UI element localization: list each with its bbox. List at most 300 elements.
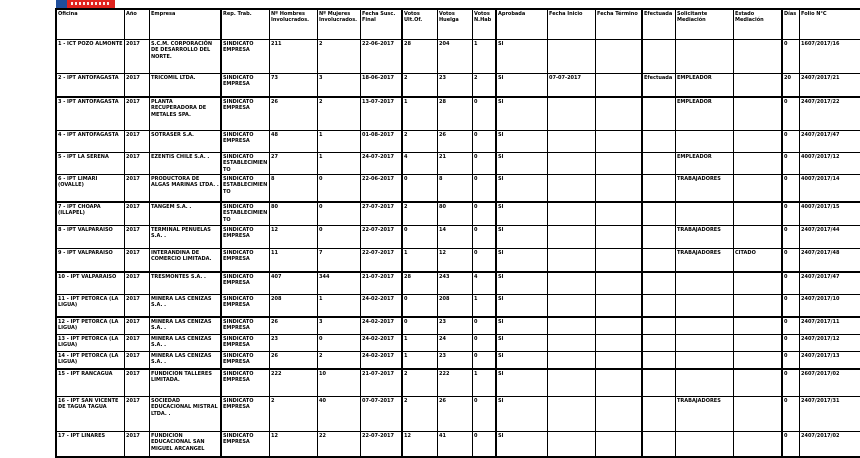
cell-fecha_inicio xyxy=(548,226,596,249)
cell-aprobada: SI xyxy=(496,295,548,318)
cell-oficina: 6 - IPT LIMARI (OVALLE) xyxy=(56,175,125,203)
cell-votos_ult: 1 xyxy=(402,335,438,352)
cell-hombres: 80 xyxy=(270,202,318,226)
cell-fecha_inicio: 07-07-2017 xyxy=(548,74,596,98)
cell-rep: SINDICATO EMPRESA xyxy=(221,335,270,352)
cell-ano: 2017 xyxy=(125,131,150,153)
column-header-empresa: Empresa xyxy=(150,9,222,40)
cell-aprobada: SI xyxy=(496,317,548,335)
cell-ano: 2017 xyxy=(125,202,150,226)
column-header-folio: Folio N°C xyxy=(800,9,860,40)
cell-empresa: TRICOMIL LTDA. xyxy=(150,74,222,98)
cell-mujeres: 2 xyxy=(318,40,361,74)
cell-aprobada: SI xyxy=(496,352,548,370)
cell-fecha_termino xyxy=(596,153,643,175)
cell-hombres: 48 xyxy=(270,131,318,153)
cell-oficina: 14 - IPT PETORCA (LA LIGUA) xyxy=(56,352,125,370)
cell-votos_ult: 2 xyxy=(402,202,438,226)
cell-efectuada xyxy=(642,352,676,370)
cell-votos_ult: 28 xyxy=(402,40,438,74)
column-header-hombres: Nº Hombres Involucrados. xyxy=(270,9,318,40)
cell-ano: 2017 xyxy=(125,335,150,352)
cell-votos_huelga: 204 xyxy=(438,40,473,74)
cell-dias: 0 xyxy=(782,317,800,335)
cell-empresa: S.C.M. CORPORACIÓN DE DESARROLLO DEL NORTE. xyxy=(150,40,222,74)
table-row xyxy=(56,432,860,458)
cell-ano: 2017 xyxy=(125,153,150,175)
cell-empresa: MINERA LAS CENIZAS S.A. . xyxy=(150,352,222,370)
cell-mujeres: 2 xyxy=(318,352,361,370)
cell-mujeres: 0 xyxy=(318,335,361,352)
cell-oficina: 1 - ICT POZO ALMONTE xyxy=(56,40,125,74)
cell-ano: 2017 xyxy=(125,432,150,458)
cell-fecha_inicio xyxy=(548,369,596,397)
cell-empresa: FUNDICION EDUCACIONAL SAN MIGUEL ARCANGEL xyxy=(150,432,222,458)
table-row xyxy=(56,369,860,397)
cell-fecha_termino xyxy=(596,432,643,458)
cell-fecha_inicio xyxy=(548,97,596,131)
cell-estado xyxy=(734,369,783,397)
cell-efectuada xyxy=(642,97,676,131)
cell-efectuada xyxy=(642,249,676,273)
logo-blue-square xyxy=(56,0,67,8)
cell-solicitante: EMPLEADOR xyxy=(676,153,734,175)
cell-oficina: 12 - IPT PETORCA (LA LIGUA) xyxy=(56,317,125,335)
column-header-votos_huelga: Votos Huelga xyxy=(438,9,473,40)
cell-votos_huelga: 41 xyxy=(438,432,473,458)
table-row xyxy=(56,397,860,432)
cell-efectuada xyxy=(642,432,676,458)
gobierno-de-chile-logo xyxy=(56,0,115,8)
cell-ano: 2017 xyxy=(125,97,150,131)
cell-fecha_termino xyxy=(596,74,643,98)
cell-mujeres: 7 xyxy=(318,249,361,273)
cell-fecha_susc: 18-06-2017 xyxy=(361,74,403,98)
cell-empresa: MINERA LAS CENIZAS S.A. . xyxy=(150,317,222,335)
cell-fecha_susc: 24-07-2017 xyxy=(361,153,403,175)
cell-oficina: 3 - IPT ANTOFAGASTA xyxy=(56,97,125,131)
cell-mujeres: 3 xyxy=(318,74,361,98)
cell-efectuada xyxy=(642,131,676,153)
cell-votos_nh: 0 xyxy=(473,202,497,226)
cell-mujeres: 0 xyxy=(318,202,361,226)
column-header-dias: Días xyxy=(782,9,800,40)
cell-fecha_inicio xyxy=(548,335,596,352)
cell-fecha_inicio xyxy=(548,202,596,226)
cell-fecha_termino xyxy=(596,40,643,74)
cell-aprobada: SI xyxy=(496,249,548,273)
cell-estado xyxy=(734,317,783,335)
cell-oficina: 8 - IPT VALPARAISO xyxy=(56,226,125,249)
cell-mujeres: 3 xyxy=(318,317,361,335)
cell-votos_ult: 2 xyxy=(402,74,438,98)
cell-oficina: 5 - IPT LA SERENA xyxy=(56,153,125,175)
cell-aprobada: SI xyxy=(496,369,548,397)
cell-estado xyxy=(734,272,783,295)
cell-estado xyxy=(734,335,783,352)
cell-rep: SINDICATO ESTABLECIMIENTO xyxy=(221,153,270,175)
column-header-ano: Año xyxy=(125,9,150,40)
cell-votos_ult: 28 xyxy=(402,272,438,295)
table-row xyxy=(56,226,860,249)
cell-aprobada: SI xyxy=(496,74,548,98)
cell-solicitante xyxy=(676,202,734,226)
cell-votos_ult: 12 xyxy=(402,432,438,458)
cell-folio: 2407/2017/21 xyxy=(800,74,860,98)
cell-empresa: PRODUCTORA DE ALGAS MARINAS LTDA. . xyxy=(150,175,222,203)
cell-efectuada xyxy=(642,153,676,175)
column-header-oficina: Oficina xyxy=(56,9,125,40)
cell-efectuada xyxy=(642,40,676,74)
cell-rep: SINDICATO ESTABLECIMIENTO xyxy=(221,202,270,226)
cell-empresa: INTERANDINA DE COMERCIO LIMITADA. xyxy=(150,249,222,273)
cell-fecha_termino xyxy=(596,175,643,203)
cell-folio: 2407/2017/10 xyxy=(800,295,860,318)
cell-votos_nh: 0 xyxy=(473,335,497,352)
cell-hombres: 26 xyxy=(270,97,318,131)
cell-empresa: TERMINAL PENUELAS S.A. . xyxy=(150,226,222,249)
cell-rep: SINDICATO EMPRESA xyxy=(221,97,270,131)
table-row xyxy=(56,249,860,273)
cell-hombres: 12 xyxy=(270,432,318,458)
cell-folio: 2407/2017/47 xyxy=(800,272,860,295)
cell-fecha_inicio xyxy=(548,352,596,370)
cell-mujeres: 344 xyxy=(318,272,361,295)
mediaciones-table xyxy=(55,8,860,458)
cell-votos_huelga: 80 xyxy=(438,202,473,226)
cell-empresa: FUNDICION TALLERES LIMITADA. xyxy=(150,369,222,397)
cell-aprobada: SI xyxy=(496,175,548,203)
cell-folio: 2407/2017/02 xyxy=(800,432,860,458)
cell-aprobada: SI xyxy=(496,335,548,352)
cell-solicitante xyxy=(676,317,734,335)
cell-oficina: 11 - IPT PETORCA (LA LIGUA) xyxy=(56,295,125,318)
cell-fecha_susc: 22-07-2017 xyxy=(361,432,403,458)
cell-folio: 2407/2017/11 xyxy=(800,317,860,335)
cell-oficina: 13 - IPT PETORCA (LA LIGUA) xyxy=(56,335,125,352)
cell-solicitante xyxy=(676,432,734,458)
cell-folio: 2607/2017/02 xyxy=(800,369,860,397)
column-header-votos_ult: Votos Ult.Of. xyxy=(402,9,438,40)
cell-votos_huelga: 23 xyxy=(438,74,473,98)
cell-folio: 2407/2017/12 xyxy=(800,335,860,352)
logo-red-banner xyxy=(67,0,115,8)
cell-fecha_termino xyxy=(596,272,643,295)
cell-estado: CITADO xyxy=(734,249,783,273)
cell-fecha_susc: 07-07-2017 xyxy=(361,397,403,432)
column-header-fecha_inicio: Fecha Inicio xyxy=(548,9,596,40)
cell-votos_nh: 0 xyxy=(473,397,497,432)
cell-efectuada xyxy=(642,175,676,203)
table-header-row xyxy=(56,9,860,40)
cell-hombres: 26 xyxy=(270,317,318,335)
cell-dias: 0 xyxy=(782,153,800,175)
cell-votos_huelga: 26 xyxy=(438,131,473,153)
table-row xyxy=(56,97,860,131)
table-row xyxy=(56,335,860,352)
cell-oficina: 9 - IPT VALPARAISO xyxy=(56,249,125,273)
cell-votos_ult: 2 xyxy=(402,131,438,153)
cell-empresa: MINERA LAS CENIZAS S.A. . xyxy=(150,295,222,318)
cell-oficina: 16 - IPT SAN VICENTE DE TAGUA TAGUA xyxy=(56,397,125,432)
cell-dias: 0 xyxy=(782,272,800,295)
cell-dias: 0 xyxy=(782,369,800,397)
cell-votos_nh: 4 xyxy=(473,272,497,295)
cell-fecha_susc: 21-07-2017 xyxy=(361,272,403,295)
cell-votos_nh: 1 xyxy=(473,369,497,397)
cell-aprobada: SI xyxy=(496,226,548,249)
cell-ano: 2017 xyxy=(125,369,150,397)
cell-votos_ult: 2 xyxy=(402,369,438,397)
cell-dias: 0 xyxy=(782,397,800,432)
cell-votos_nh: 0 xyxy=(473,226,497,249)
cell-fecha_inicio xyxy=(548,272,596,295)
cell-rep: SINDICATO EMPRESA xyxy=(221,74,270,98)
cell-hombres: 73 xyxy=(270,74,318,98)
cell-empresa: SOCIEDAD EDUCACIONAL MISTRAL LTDA. . xyxy=(150,397,222,432)
cell-hombres: 26 xyxy=(270,352,318,370)
cell-ano: 2017 xyxy=(125,175,150,203)
cell-efectuada xyxy=(642,369,676,397)
cell-mujeres: 1 xyxy=(318,131,361,153)
cell-dias: 0 xyxy=(782,335,800,352)
column-header-rep: Rep. Trab. xyxy=(221,9,270,40)
cell-ano: 2017 xyxy=(125,352,150,370)
cell-mujeres: 1 xyxy=(318,153,361,175)
cell-hombres: 222 xyxy=(270,369,318,397)
cell-oficina: 17 - IPT LINARES xyxy=(56,432,125,458)
cell-votos_ult: 1 xyxy=(402,352,438,370)
cell-votos_huelga: 23 xyxy=(438,317,473,335)
cell-dias: 0 xyxy=(782,432,800,458)
cell-efectuada xyxy=(642,317,676,335)
cell-fecha_inicio xyxy=(548,131,596,153)
cell-fecha_inicio xyxy=(548,40,596,74)
cell-efectuada xyxy=(642,272,676,295)
cell-rep: SINDICATO EMPRESA xyxy=(221,272,270,295)
table-row xyxy=(56,202,860,226)
cell-fecha_susc: 24-02-2017 xyxy=(361,352,403,370)
cell-votos_nh: 0 xyxy=(473,97,497,131)
cell-ano: 2017 xyxy=(125,397,150,432)
cell-votos_huelga: 222 xyxy=(438,369,473,397)
cell-aprobada: SI xyxy=(496,40,548,74)
cell-votos_huelga: 8 xyxy=(438,175,473,203)
cell-hombres: 12 xyxy=(270,226,318,249)
cell-fecha_termino xyxy=(596,131,643,153)
cell-folio: 4007/2017/12 xyxy=(800,153,860,175)
cell-votos_nh: 1 xyxy=(473,295,497,318)
cell-solicitante: TRABAJADORES xyxy=(676,226,734,249)
cell-dias: 0 xyxy=(782,226,800,249)
cell-hombres: 27 xyxy=(270,153,318,175)
cell-rep: SINDICATO ESTABLECIMIENTO xyxy=(221,175,270,203)
cell-empresa: TANGEM S.A. . xyxy=(150,202,222,226)
cell-fecha_termino xyxy=(596,335,643,352)
column-header-aprobada: Aprobada xyxy=(496,9,548,40)
cell-votos_nh: 0 xyxy=(473,153,497,175)
cell-fecha_inicio xyxy=(548,249,596,273)
cell-mujeres: 1 xyxy=(318,295,361,318)
cell-fecha_susc: 22-06-2017 xyxy=(361,175,403,203)
table-header xyxy=(56,9,860,40)
cell-fecha_termino xyxy=(596,295,643,318)
cell-folio: 2407/2017/47 xyxy=(800,131,860,153)
cell-votos_huelga: 12 xyxy=(438,249,473,273)
cell-votos_huelga: 243 xyxy=(438,272,473,295)
cell-efectuada xyxy=(642,226,676,249)
cell-fecha_inicio xyxy=(548,317,596,335)
cell-fecha_susc: 27-07-2017 xyxy=(361,202,403,226)
cell-ano: 2017 xyxy=(125,40,150,74)
cell-dias: 0 xyxy=(782,352,800,370)
cell-mujeres: 40 xyxy=(318,397,361,432)
cell-votos_ult: 0 xyxy=(402,175,438,203)
cell-aprobada: SI xyxy=(496,202,548,226)
cell-estado xyxy=(734,40,783,74)
cell-hombres: 11 xyxy=(270,249,318,273)
cell-dias: 0 xyxy=(782,131,800,153)
cell-votos_ult: 0 xyxy=(402,317,438,335)
cell-hombres: 211 xyxy=(270,40,318,74)
cell-ano: 2017 xyxy=(125,317,150,335)
cell-votos_huelga: 24 xyxy=(438,335,473,352)
cell-solicitante xyxy=(676,335,734,352)
cell-votos_nh: 0 xyxy=(473,352,497,370)
cell-hombres: 23 xyxy=(270,335,318,352)
cell-mujeres: 0 xyxy=(318,175,361,203)
cell-fecha_susc: 21-07-2017 xyxy=(361,369,403,397)
cell-solicitante xyxy=(676,272,734,295)
table-row xyxy=(56,40,860,74)
table-row xyxy=(56,175,860,203)
cell-mujeres: 0 xyxy=(318,226,361,249)
cell-rep: SINDICATO EMPRESA xyxy=(221,317,270,335)
cell-fecha_termino xyxy=(596,202,643,226)
cell-aprobada: SI xyxy=(496,272,548,295)
cell-folio: 2407/2017/31 xyxy=(800,397,860,432)
cell-rep: SINDICATO EMPRESA xyxy=(221,432,270,458)
cell-ano: 2017 xyxy=(125,295,150,318)
cell-empresa: TRESMONTES S.A. . xyxy=(150,272,222,295)
cell-fecha_susc: 01-08-2017 xyxy=(361,131,403,153)
cell-efectuada xyxy=(642,335,676,352)
cell-mujeres: 22 xyxy=(318,432,361,458)
cell-votos_nh: 0 xyxy=(473,317,497,335)
cell-oficina: 7 - IPT CHOAPA (ILLAPEL) xyxy=(56,202,125,226)
cell-votos_huelga: 208 xyxy=(438,295,473,318)
cell-folio: 2407/2017/44 xyxy=(800,226,860,249)
cell-solicitante xyxy=(676,131,734,153)
cell-fecha_susc: 24-02-2017 xyxy=(361,295,403,318)
cell-votos_ult: 2 xyxy=(402,397,438,432)
cell-hombres: 2 xyxy=(270,397,318,432)
cell-fecha_termino xyxy=(596,249,643,273)
cell-votos_nh: 0 xyxy=(473,432,497,458)
mediaciones-table-container xyxy=(55,8,805,458)
cell-fecha_inicio xyxy=(548,432,596,458)
cell-dias: 0 xyxy=(782,249,800,273)
cell-solicitante xyxy=(676,295,734,318)
table-row xyxy=(56,272,860,295)
cell-votos_nh: 2 xyxy=(473,74,497,98)
cell-votos_huelga: 21 xyxy=(438,153,473,175)
cell-solicitante: EMPLEADOR xyxy=(676,74,734,98)
cell-rep: SINDICATO EMPRESA xyxy=(221,352,270,370)
cell-fecha_susc: 22-07-2017 xyxy=(361,226,403,249)
cell-estado xyxy=(734,153,783,175)
cell-estado xyxy=(734,97,783,131)
cell-votos_nh: 0 xyxy=(473,175,497,203)
column-header-fecha_termino: Fecha Término xyxy=(596,9,643,40)
cell-fecha_termino xyxy=(596,397,643,432)
column-header-efectuada: Efectuada xyxy=(642,9,676,40)
cell-votos_ult: 1 xyxy=(402,97,438,131)
cell-dias: 0 xyxy=(782,202,800,226)
cell-estado xyxy=(734,131,783,153)
table-row xyxy=(56,295,860,318)
cell-mujeres: 2 xyxy=(318,97,361,131)
cell-ano: 2017 xyxy=(125,74,150,98)
table-row xyxy=(56,352,860,370)
table-row xyxy=(56,131,860,153)
cell-estado xyxy=(734,432,783,458)
cell-rep: SINDICATO EMPRESA xyxy=(221,295,270,318)
cell-estado xyxy=(734,397,783,432)
cell-efectuada xyxy=(642,397,676,432)
cell-estado xyxy=(734,352,783,370)
cell-solicitante xyxy=(676,369,734,397)
cell-fecha_termino xyxy=(596,317,643,335)
column-header-estado: Estado Mediación xyxy=(734,9,783,40)
column-header-mujeres: Nº Mujeres Involucrados. xyxy=(318,9,361,40)
cell-ano: 2017 xyxy=(125,249,150,273)
cell-votos_ult: 0 xyxy=(402,226,438,249)
cell-fecha_inicio xyxy=(548,397,596,432)
cell-votos_huelga: 26 xyxy=(438,397,473,432)
cell-aprobada: SI xyxy=(496,131,548,153)
cell-empresa: EZENTIS CHILE S.A. . xyxy=(150,153,222,175)
cell-rep: SINDICATO EMPRESA xyxy=(221,131,270,153)
cell-fecha_termino xyxy=(596,226,643,249)
cell-efectuada xyxy=(642,202,676,226)
cell-fecha_inicio xyxy=(548,295,596,318)
cell-estado xyxy=(734,226,783,249)
cell-aprobada: SI xyxy=(496,397,548,432)
table-row xyxy=(56,153,860,175)
cell-fecha_susc: 24-02-2017 xyxy=(361,317,403,335)
cell-aprobada: SI xyxy=(496,97,548,131)
table-row xyxy=(56,74,860,98)
cell-folio: 2407/2017/13 xyxy=(800,352,860,370)
cell-votos_huelga: 23 xyxy=(438,352,473,370)
cell-votos_nh: 0 xyxy=(473,131,497,153)
cell-fecha_termino xyxy=(596,369,643,397)
cell-rep: SINDICATO EMPRESA xyxy=(221,249,270,273)
table-row xyxy=(56,317,860,335)
cell-estado xyxy=(734,175,783,203)
cell-solicitante: TRABAJADORES xyxy=(676,397,734,432)
cell-fecha_susc: 24-02-2017 xyxy=(361,335,403,352)
cell-folio: 4007/2017/14 xyxy=(800,175,860,203)
cell-ano: 2017 xyxy=(125,226,150,249)
cell-hombres: 8 xyxy=(270,175,318,203)
cell-solicitante: TRABAJADORES xyxy=(676,175,734,203)
cell-votos_huelga: 14 xyxy=(438,226,473,249)
cell-oficina: 10 - IPT VALPARAISO xyxy=(56,272,125,295)
cell-oficina: 15 - IPT RANCAGUA xyxy=(56,369,125,397)
cell-dias: 0 xyxy=(782,295,800,318)
